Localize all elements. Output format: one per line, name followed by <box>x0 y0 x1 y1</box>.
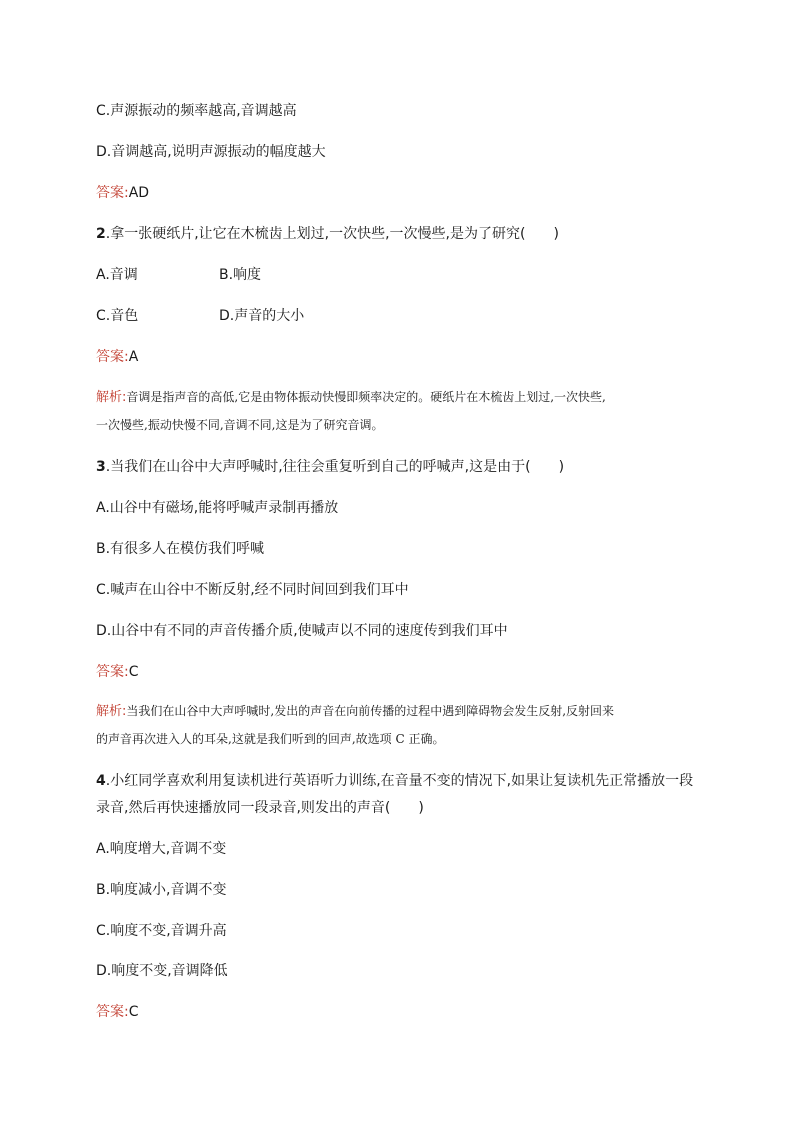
question-number: 4 <box>96 773 106 789</box>
q3-explanation-line-1 <box>96 703 702 720</box>
question-close: ) <box>418 800 424 816</box>
answer-label: 答案: <box>96 185 129 201</box>
question-close: ) <box>558 459 565 475</box>
answer-value: C <box>128 664 139 680</box>
answer-label: 答案: <box>96 1004 129 1020</box>
q4-option-a: A.响度增大,音调不变 <box>96 841 227 857</box>
q3-stem <box>96 458 564 476</box>
q2-option-a: A.音调 <box>96 267 138 283</box>
q1-answer <box>96 184 149 202</box>
explanation-label: 解析: <box>96 390 127 405</box>
explanation-label: 解析: <box>96 704 127 719</box>
answer-value: C <box>128 1004 139 1020</box>
q3-option-a: A.山谷中有磁场,能将呼喊声录制再播放 <box>96 500 339 516</box>
answer-label: 答案: <box>96 664 129 680</box>
q2-explanation-line-1 <box>96 389 702 406</box>
q3-option-b: B.有很多人在模仿我们呼喊 <box>96 541 265 557</box>
q4-stem-line-2 <box>96 799 424 817</box>
q2-explanation-line-2: 一次慢些,振动快慢不同,音调不同,这是为了研究音调。 <box>96 418 384 432</box>
question-number: 3 <box>96 459 106 475</box>
q2-option-b: B.响度 <box>219 267 262 283</box>
q4-option-b: B.响度减小,音调不变 <box>96 882 227 898</box>
q2-option-d: D.声音的大小 <box>219 308 305 324</box>
question-text: .拿一张硬纸片,让它在木梳齿上划过,一次快些,一次慢些,是为了研究( <box>105 226 526 242</box>
q2-stem <box>96 225 559 243</box>
q3-option-d: D.山谷中有不同的声音传播介质,使喊声以不同的速度传到我们耳中 <box>96 623 508 639</box>
q1-option-d: D.音调越高,说明声源振动的幅度越大 <box>96 144 326 160</box>
answer-value: A <box>128 349 139 365</box>
question-text: .小红同学喜欢利用复读机进行英语听力训练,在音量不变的情况下,如果让复读机先正常播放一段 <box>105 773 694 789</box>
q4-option-c: C.响度不变,音调升高 <box>96 923 227 939</box>
q4-option-d: D.响度不变,音调降低 <box>96 963 228 979</box>
q3-answer <box>96 663 139 681</box>
question-text-continued: 录音,然后再快速播放同一段录音,则发出的声音( <box>96 800 391 816</box>
q4-stem-line-1 <box>96 772 693 790</box>
explanation-text: 当我们在山谷中大声呼喊时,发出的声音在向前传播的过程中遇到障碍物会发生反射,反射回来 <box>126 704 615 718</box>
q4-answer <box>96 1003 139 1021</box>
q2-answer <box>96 348 138 366</box>
q2-option-c: C.音色 <box>96 308 139 324</box>
explanation-text: 音调是指声音的高低,它是由物体振动快慢即频率决定的。硬纸片在木梳齿上划过,一次快些, <box>126 390 606 404</box>
q3-explanation-line-2: 的声音再次进入人的耳朵,这就是我们听到的回声,故选项 C 正确。 <box>96 732 445 746</box>
q2-options-row-1 <box>96 266 496 284</box>
answer-value: AD <box>128 185 150 201</box>
q1-option-c: C.声源振动的频率越高,音调越高 <box>96 103 297 119</box>
q3-option-c: C.喊声在山谷中不断反射,经不同时间回到我们耳中 <box>96 582 409 598</box>
q2-options-row-2 <box>96 307 496 325</box>
question-number: 2 <box>96 226 106 242</box>
question-text: .当我们在山谷中大声呼喊时,往往会重复听到自己的呼喊声,这是由于( <box>105 459 531 475</box>
question-close: ) <box>553 226 559 242</box>
answer-label: 答案: <box>96 349 129 365</box>
